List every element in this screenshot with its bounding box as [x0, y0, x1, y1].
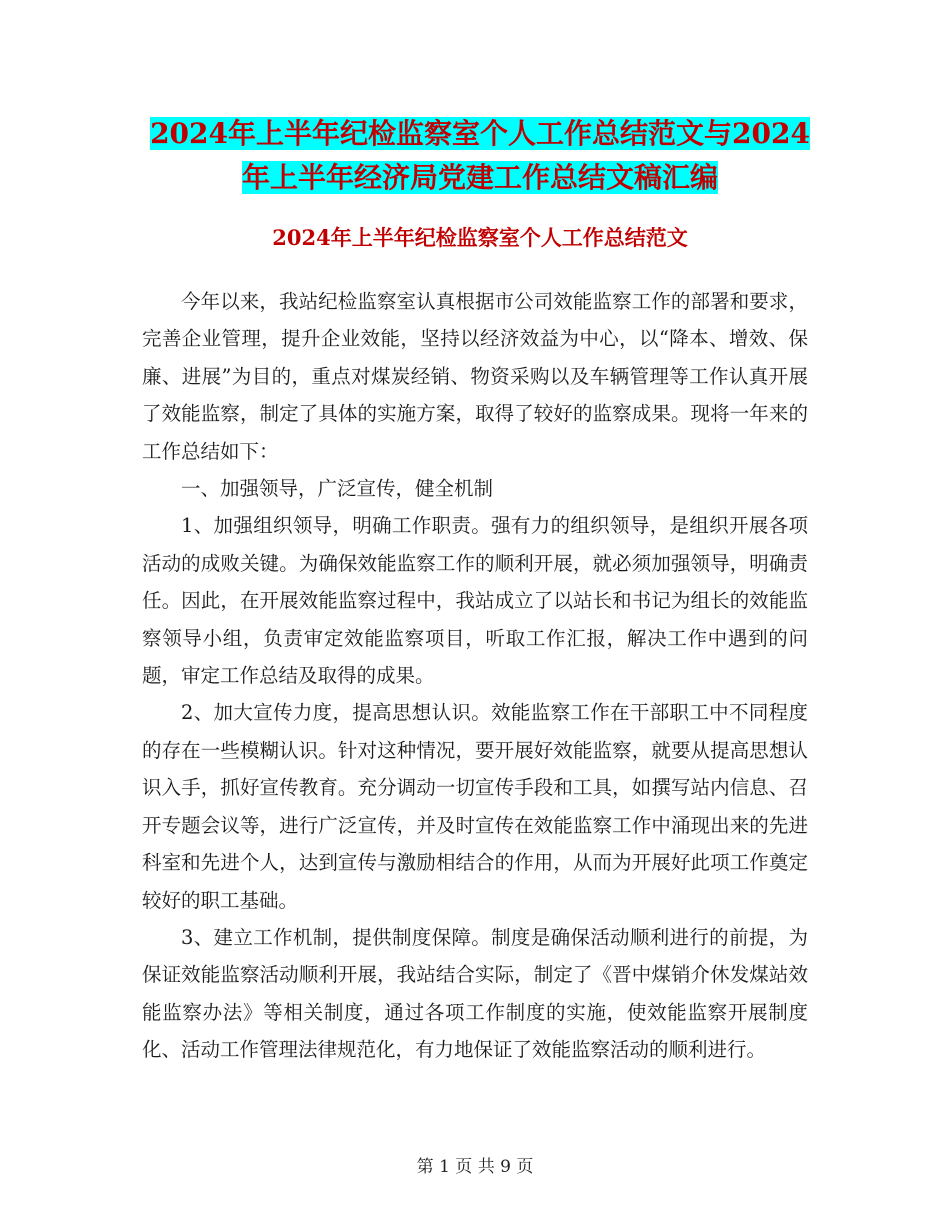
paragraph-item-1: 1、加强组织领导，明确工作职责。强有力的组织领导，是组织开展各项活动的成败关键。为确保效能监察工作的顺利开展，就必须加强领导，明确责任。因此，在开展效能监察过程中，我站成立了以站长和书记为组长的效能监察领导小组，负责审定效能监察项目，听取工作汇报，解决工作中遇到的问题，审定工作总结及取得的成果。: [142, 514, 808, 688]
paragraph-item-2: 2、加大宣传力度，提高思想认识。效能监察工作在干部职工中不同程度的存在一些模糊认识。针对这种情况，要开展好效能监察，就要从提高思想认识入手，抓好宣传教育。充分调动一切宣传手段和工具，如撰写站内信息、召开专题会议等，进行广泛宣传，并及时宣传在效能监察工作中涌现出来的先进科室和先进个人，达到宣传与激励相结合的作用，从而为开展好此项工作奠定较好的职工基础。: [142, 701, 808, 912]
paragraph-item-3: 3、建立工作机制，提供制度保障。制度是确保活动顺利进行的前提，为保证效能监察活动顺利开展，我站结合实际，制定了《晋中煤销介休发煤站效能监察办法》等相关制度，通过各项工作制度的实施，使效能监察开展制度化、活动工作管理法律规范化，有力地保证了效能监察活动的顺利进行。: [142, 925, 808, 1062]
document-title: [140, 112, 820, 200]
document-title-text: 2024年上半年纪检监察室个人工作总结范文与2024年上半年经济局党建工作总结文稿汇编: [150, 117, 810, 194]
page-footer: 第 1 页 共 9 页: [416, 1157, 534, 1177]
document-body: [142, 283, 808, 1069]
paragraph-heading-1: 一、加强领导，广泛宣传，健全机制: [181, 477, 494, 501]
paragraph-intro: 今年以来，我站纪检监察室认真根据市公司效能监察工作的部署和要求，完善企业管理，提升企业效能，坚持以经济效益为中心，以“降本、增效、保廉、进展”为目的，重点对煤炭经销、物资采购以及车辆管理等工作认真开展了效能监察，制定了具体的实施方案，取得了较好的监察成果。现将一年来的工作总结如下：: [142, 290, 808, 463]
section-title: 2024年上半年纪检监察室个人工作总结范文: [272, 225, 688, 250]
